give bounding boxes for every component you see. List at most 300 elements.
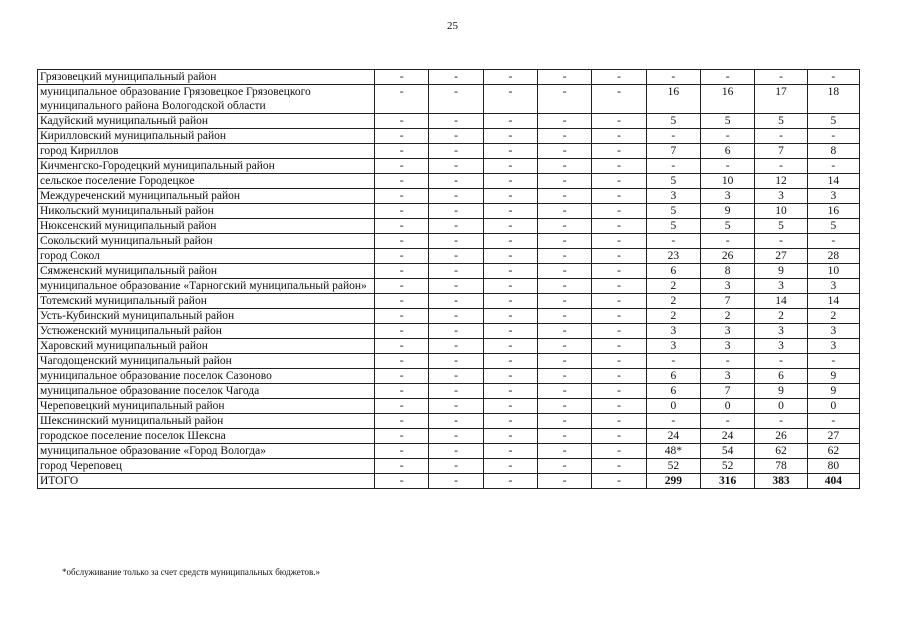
table-row bbox=[38, 384, 860, 399]
table-cell: - bbox=[483, 459, 537, 474]
table-cell: - bbox=[592, 264, 646, 279]
table-cell: 12 bbox=[755, 174, 807, 189]
table-row bbox=[38, 399, 860, 414]
table-cell: 5 bbox=[807, 114, 859, 129]
table-cell: - bbox=[483, 384, 537, 399]
table-cell: - bbox=[483, 219, 537, 234]
table-cell: 6 bbox=[701, 144, 755, 159]
table-cell: 3 bbox=[755, 339, 807, 354]
table-cell: - bbox=[429, 144, 483, 159]
table-cell: 17 bbox=[755, 85, 807, 114]
table-cell: - bbox=[592, 144, 646, 159]
table-cell: - bbox=[701, 234, 755, 249]
table-cell: - bbox=[375, 264, 429, 279]
table-cell: 3 bbox=[701, 369, 755, 384]
table-cell: - bbox=[538, 85, 592, 114]
table-row bbox=[38, 309, 860, 324]
table-cell: - bbox=[429, 204, 483, 219]
table-row bbox=[38, 354, 860, 369]
table-cell: 16 bbox=[646, 85, 700, 114]
total-row bbox=[38, 474, 860, 489]
table-cell: 383 bbox=[755, 474, 807, 489]
table-cell: - bbox=[592, 324, 646, 339]
table-cell: - bbox=[592, 85, 646, 114]
budget-table bbox=[37, 69, 860, 489]
table-cell: - bbox=[429, 354, 483, 369]
table-row bbox=[38, 114, 860, 129]
row-name: муниципальное образование Грязовецкое Грязовецкого муниципального района Вологодской области bbox=[38, 85, 375, 114]
table-cell: - bbox=[807, 414, 859, 429]
table-cell: 10 bbox=[755, 204, 807, 219]
table-cell: - bbox=[592, 219, 646, 234]
row-name: город Сокол bbox=[38, 249, 375, 264]
table-cell: - bbox=[429, 459, 483, 474]
table-cell: 52 bbox=[701, 459, 755, 474]
table-cell: 3 bbox=[701, 189, 755, 204]
table-cell: - bbox=[755, 159, 807, 174]
table-cell: - bbox=[375, 219, 429, 234]
table-cell: 404 bbox=[807, 474, 859, 489]
table-cell: - bbox=[375, 114, 429, 129]
table-cell: 5 bbox=[701, 219, 755, 234]
table-cell: 3 bbox=[755, 324, 807, 339]
table-cell: 10 bbox=[807, 264, 859, 279]
table-cell: - bbox=[538, 324, 592, 339]
table-cell: - bbox=[538, 234, 592, 249]
row-name: городское поселение поселок Шексна bbox=[38, 429, 375, 444]
table-cell: - bbox=[755, 70, 807, 85]
table-cell: - bbox=[375, 399, 429, 414]
table-cell: 16 bbox=[701, 85, 755, 114]
table-cell: - bbox=[375, 354, 429, 369]
table-cell: - bbox=[807, 234, 859, 249]
row-name: муниципальное образование поселок Чагода bbox=[38, 384, 375, 399]
table-cell: - bbox=[375, 459, 429, 474]
table-cell: 6 bbox=[646, 384, 700, 399]
table-cell: - bbox=[375, 294, 429, 309]
table-cell: - bbox=[538, 204, 592, 219]
table-cell: - bbox=[429, 174, 483, 189]
table-cell: - bbox=[483, 339, 537, 354]
table-cell: - bbox=[375, 339, 429, 354]
table-cell: - bbox=[375, 384, 429, 399]
table-cell: - bbox=[592, 309, 646, 324]
table-cell: - bbox=[592, 159, 646, 174]
table-cell: - bbox=[807, 129, 859, 144]
table-cell: - bbox=[538, 459, 592, 474]
table-cell: - bbox=[646, 159, 700, 174]
table-cell: - bbox=[429, 70, 483, 85]
row-name: муниципальное образование поселок Сазоново bbox=[38, 369, 375, 384]
table-cell: - bbox=[483, 234, 537, 249]
table-cell: 5 bbox=[646, 174, 700, 189]
table-cell: 9 bbox=[755, 264, 807, 279]
table-cell: - bbox=[375, 279, 429, 294]
table-cell: - bbox=[701, 414, 755, 429]
table-cell: 7 bbox=[701, 294, 755, 309]
table-cell: - bbox=[375, 204, 429, 219]
table-cell: 14 bbox=[755, 294, 807, 309]
table-row bbox=[38, 339, 860, 354]
row-name: Сямженский муниципальный район bbox=[38, 264, 375, 279]
table-cell: - bbox=[807, 354, 859, 369]
table-cell: 3 bbox=[755, 189, 807, 204]
table-cell: - bbox=[375, 70, 429, 85]
table-cell: - bbox=[646, 414, 700, 429]
table-cell: - bbox=[701, 354, 755, 369]
table-cell: 0 bbox=[646, 399, 700, 414]
table-cell: - bbox=[429, 85, 483, 114]
table-cell: - bbox=[429, 189, 483, 204]
table-cell: - bbox=[375, 444, 429, 459]
total-label: ИТОГО bbox=[38, 474, 375, 489]
table-cell: - bbox=[646, 354, 700, 369]
table-row bbox=[38, 144, 860, 159]
table-cell: 2 bbox=[646, 294, 700, 309]
table-cell: - bbox=[538, 279, 592, 294]
table-cell: - bbox=[483, 474, 537, 489]
table-cell: 10 bbox=[701, 174, 755, 189]
table-cell: - bbox=[483, 444, 537, 459]
table-cell: - bbox=[592, 279, 646, 294]
table-cell: - bbox=[538, 129, 592, 144]
table-cell: - bbox=[646, 129, 700, 144]
table-cell: 2 bbox=[646, 279, 700, 294]
table-cell: - bbox=[483, 70, 537, 85]
row-name: Кадуйский муниципальный район bbox=[38, 114, 375, 129]
table-cell: 3 bbox=[646, 339, 700, 354]
table-cell: - bbox=[592, 384, 646, 399]
row-name: Кичменгско-Городецкий муниципальный район bbox=[38, 159, 375, 174]
table-cell: 9 bbox=[701, 204, 755, 219]
table-cell: - bbox=[483, 399, 537, 414]
table-cell: 3 bbox=[807, 339, 859, 354]
table-cell: - bbox=[592, 444, 646, 459]
table-cell: 27 bbox=[755, 249, 807, 264]
table-row bbox=[38, 219, 860, 234]
table-row bbox=[38, 204, 860, 219]
table-cell: 316 bbox=[701, 474, 755, 489]
table-cell: 9 bbox=[807, 384, 859, 399]
table-cell: - bbox=[538, 189, 592, 204]
table-cell: - bbox=[375, 159, 429, 174]
table-cell: - bbox=[538, 369, 592, 384]
table-cell: 3 bbox=[701, 324, 755, 339]
row-name: город Кириллов bbox=[38, 144, 375, 159]
table-row bbox=[38, 429, 860, 444]
table-cell: 5 bbox=[755, 219, 807, 234]
table-cell: - bbox=[538, 399, 592, 414]
table-cell: - bbox=[807, 159, 859, 174]
table-cell: - bbox=[538, 294, 592, 309]
table-cell: 62 bbox=[755, 444, 807, 459]
table-cell: - bbox=[755, 234, 807, 249]
row-name: Сокольский муниципальный район bbox=[38, 234, 375, 249]
row-name: сельское поселение Городецкое bbox=[38, 174, 375, 189]
table-row bbox=[38, 70, 860, 85]
table-cell: 54 bbox=[701, 444, 755, 459]
table-cell: - bbox=[483, 174, 537, 189]
row-name: город Череповец bbox=[38, 459, 375, 474]
table-cell: - bbox=[483, 429, 537, 444]
table-cell: - bbox=[538, 159, 592, 174]
table-row bbox=[38, 444, 860, 459]
table-cell: - bbox=[483, 204, 537, 219]
table-cell: - bbox=[538, 429, 592, 444]
table-cell: 2 bbox=[807, 309, 859, 324]
table-cell: - bbox=[483, 189, 537, 204]
table-cell: 5 bbox=[646, 219, 700, 234]
row-name: Устюженский муниципальный район bbox=[38, 324, 375, 339]
table-cell: 5 bbox=[807, 219, 859, 234]
table-cell: - bbox=[538, 444, 592, 459]
table-cell: - bbox=[375, 429, 429, 444]
table-cell: 26 bbox=[755, 429, 807, 444]
table-cell: - bbox=[538, 249, 592, 264]
table-cell: - bbox=[646, 234, 700, 249]
table-cell: - bbox=[375, 249, 429, 264]
footnote: *обслуживание только за счет средств муниципальных бюджетов.» bbox=[62, 567, 321, 577]
table-cell: 5 bbox=[701, 114, 755, 129]
table-cell: - bbox=[375, 414, 429, 429]
table-cell: 80 bbox=[807, 459, 859, 474]
table-cell: - bbox=[429, 219, 483, 234]
table-cell: - bbox=[592, 189, 646, 204]
table-row bbox=[38, 159, 860, 174]
table-row bbox=[38, 324, 860, 339]
table-cell: - bbox=[483, 85, 537, 114]
table-cell: 5 bbox=[755, 114, 807, 129]
table-cell: - bbox=[483, 369, 537, 384]
table-cell: - bbox=[592, 70, 646, 85]
row-name: Грязовецкий муниципальный район bbox=[38, 70, 375, 85]
table-row bbox=[38, 174, 860, 189]
table-body bbox=[38, 70, 860, 489]
table-row bbox=[38, 234, 860, 249]
table-cell: - bbox=[538, 219, 592, 234]
table-cell: - bbox=[429, 309, 483, 324]
row-name: Череповецкий муниципальный район bbox=[38, 399, 375, 414]
table-cell: - bbox=[538, 354, 592, 369]
table-cell: - bbox=[701, 70, 755, 85]
table-cell: - bbox=[592, 474, 646, 489]
table-cell: - bbox=[483, 294, 537, 309]
table-row bbox=[38, 279, 860, 294]
table-cell: - bbox=[375, 174, 429, 189]
row-name: Усть-Кубинский муниципальный район bbox=[38, 309, 375, 324]
table-cell: 8 bbox=[807, 144, 859, 159]
row-name: муниципальное образование «Тарногский муниципальный район» bbox=[38, 279, 375, 294]
table-cell: 2 bbox=[755, 309, 807, 324]
page-number: 25 bbox=[447, 20, 458, 32]
table-cell: 7 bbox=[755, 144, 807, 159]
table-cell: - bbox=[592, 429, 646, 444]
table-cell: 6 bbox=[755, 369, 807, 384]
table-cell: - bbox=[592, 459, 646, 474]
table-cell: 8 bbox=[701, 264, 755, 279]
table-cell: 3 bbox=[646, 324, 700, 339]
row-name: Никольский муниципальный район bbox=[38, 204, 375, 219]
table-cell: 3 bbox=[755, 279, 807, 294]
row-name: Чагодощенский муниципальный район bbox=[38, 354, 375, 369]
table-cell: 2 bbox=[701, 309, 755, 324]
table-cell: - bbox=[483, 264, 537, 279]
table-cell: - bbox=[538, 339, 592, 354]
table-cell: - bbox=[538, 384, 592, 399]
table-cell: - bbox=[429, 249, 483, 264]
table-cell: - bbox=[592, 399, 646, 414]
table-cell: 78 bbox=[755, 459, 807, 474]
table-cell: - bbox=[375, 129, 429, 144]
table-cell: - bbox=[701, 129, 755, 144]
table-cell: - bbox=[755, 129, 807, 144]
table-cell: - bbox=[429, 234, 483, 249]
row-name: муниципальное образование «Город Вологда» bbox=[38, 444, 375, 459]
table-cell: - bbox=[429, 264, 483, 279]
table-row bbox=[38, 414, 860, 429]
table-cell: 3 bbox=[807, 279, 859, 294]
table-cell: - bbox=[375, 144, 429, 159]
row-name: Харовский муниципальный район bbox=[38, 339, 375, 354]
table-cell: 3 bbox=[807, 189, 859, 204]
table-cell: - bbox=[375, 309, 429, 324]
table-cell: 7 bbox=[701, 384, 755, 399]
table-cell: 26 bbox=[701, 249, 755, 264]
row-name: Кирилловский муниципальный район bbox=[38, 129, 375, 144]
table-cell: - bbox=[483, 354, 537, 369]
table-cell: - bbox=[483, 144, 537, 159]
table-cell: - bbox=[538, 114, 592, 129]
table-cell: 24 bbox=[701, 429, 755, 444]
table-cell: 7 bbox=[646, 144, 700, 159]
table-cell: 0 bbox=[701, 399, 755, 414]
table-cell: - bbox=[483, 309, 537, 324]
table-cell: 52 bbox=[646, 459, 700, 474]
table-cell: - bbox=[375, 85, 429, 114]
table-cell: - bbox=[592, 114, 646, 129]
table-cell: - bbox=[592, 129, 646, 144]
table-cell: - bbox=[755, 354, 807, 369]
table-cell: 3 bbox=[646, 189, 700, 204]
table-cell: - bbox=[375, 369, 429, 384]
table-row bbox=[38, 459, 860, 474]
table-cell: - bbox=[375, 324, 429, 339]
row-name: Междуреченский муниципальный район bbox=[38, 189, 375, 204]
table-cell: 14 bbox=[807, 174, 859, 189]
table-cell: - bbox=[429, 159, 483, 174]
table-cell: 3 bbox=[701, 279, 755, 294]
table-row bbox=[38, 369, 860, 384]
table-cell: 299 bbox=[646, 474, 700, 489]
table-cell: - bbox=[429, 129, 483, 144]
table-row bbox=[38, 129, 860, 144]
table-cell: - bbox=[701, 159, 755, 174]
table-cell: - bbox=[592, 174, 646, 189]
table-cell: 23 bbox=[646, 249, 700, 264]
table-cell: - bbox=[755, 414, 807, 429]
table-cell: 6 bbox=[646, 369, 700, 384]
table-cell: - bbox=[538, 70, 592, 85]
table-cell: - bbox=[429, 429, 483, 444]
table-cell: - bbox=[592, 339, 646, 354]
table-cell: - bbox=[429, 324, 483, 339]
table-cell: - bbox=[538, 414, 592, 429]
table-cell: - bbox=[429, 444, 483, 459]
table-cell: - bbox=[483, 249, 537, 264]
table-cell: - bbox=[375, 189, 429, 204]
table-cell: - bbox=[538, 144, 592, 159]
table-cell: - bbox=[538, 264, 592, 279]
table-cell: - bbox=[592, 234, 646, 249]
table-cell: 28 bbox=[807, 249, 859, 264]
table-row bbox=[38, 85, 860, 114]
table-cell: - bbox=[592, 414, 646, 429]
row-name: Нюксенский муниципальный район bbox=[38, 219, 375, 234]
table-cell: - bbox=[592, 354, 646, 369]
table-cell: - bbox=[483, 129, 537, 144]
table-cell: - bbox=[429, 369, 483, 384]
table-cell: - bbox=[483, 414, 537, 429]
table-cell: - bbox=[807, 70, 859, 85]
table-cell: 9 bbox=[755, 384, 807, 399]
table-cell: 0 bbox=[807, 399, 859, 414]
table-cell: 24 bbox=[646, 429, 700, 444]
table-cell: - bbox=[538, 474, 592, 489]
table-cell: 62 bbox=[807, 444, 859, 459]
table-cell: - bbox=[483, 114, 537, 129]
table-cell: - bbox=[592, 249, 646, 264]
table-cell: - bbox=[429, 294, 483, 309]
table-cell: 5 bbox=[646, 204, 700, 219]
table-cell: - bbox=[483, 279, 537, 294]
table-cell: - bbox=[375, 234, 429, 249]
table-cell: 3 bbox=[701, 339, 755, 354]
table-row bbox=[38, 294, 860, 309]
row-name: Шекснинский муниципальный район bbox=[38, 414, 375, 429]
table-cell: 3 bbox=[807, 324, 859, 339]
table-cell: - bbox=[592, 294, 646, 309]
table-cell: - bbox=[538, 309, 592, 324]
table-cell: 18 bbox=[807, 85, 859, 114]
table-cell: - bbox=[592, 204, 646, 219]
table-cell: 14 bbox=[807, 294, 859, 309]
table-cell: - bbox=[538, 174, 592, 189]
table-cell: - bbox=[483, 159, 537, 174]
table-cell: - bbox=[429, 399, 483, 414]
table-cell: - bbox=[429, 414, 483, 429]
table-cell: 27 bbox=[807, 429, 859, 444]
table-cell: 2 bbox=[646, 309, 700, 324]
table-cell: - bbox=[429, 384, 483, 399]
table-cell: 16 bbox=[807, 204, 859, 219]
table-cell: - bbox=[646, 70, 700, 85]
table-cell: - bbox=[375, 474, 429, 489]
table-cell: 9 bbox=[807, 369, 859, 384]
table-cell: 48* bbox=[646, 444, 700, 459]
table-row bbox=[38, 189, 860, 204]
table-cell: 6 bbox=[646, 264, 700, 279]
table-cell: 5 bbox=[646, 114, 700, 129]
table-row bbox=[38, 249, 860, 264]
table-row bbox=[38, 264, 860, 279]
row-name: Тотемский муниципальный район bbox=[38, 294, 375, 309]
table-cell: - bbox=[429, 474, 483, 489]
table-cell: - bbox=[483, 324, 537, 339]
table-cell: - bbox=[429, 114, 483, 129]
table-cell: - bbox=[592, 369, 646, 384]
table-cell: - bbox=[429, 279, 483, 294]
table-cell: - bbox=[429, 339, 483, 354]
